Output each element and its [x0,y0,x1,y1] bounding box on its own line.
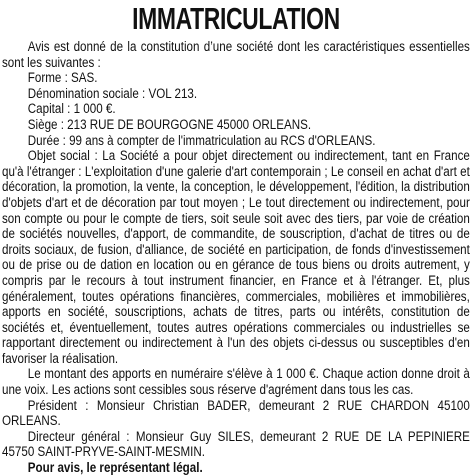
notice-apports: Le montant des apports en numéraire s'élève à 1 000 €. Chaque action donne droit à une voix. Les actions sont cessibles sous réserve d'agrément dans tous les cas. [2,366,470,398]
notice-signature: Pour avis, le représentant légal. [27,460,203,476]
notice-siege: Siège : 213 RUE DE BOURGOGNE 45000 ORLEANS. [27,116,312,132]
notice-objet-social: Objet social : La Société a pour objet directement ou indirectement, tant en France qu'à l'étranger : L'exploitation d'une galerie d'art contemporain ; Le conseil en achat d'art et décoration, la promotion, la vente, la conception, le développement, l'édition, la distribution d'objets d'art et de décoration par tout moyen ; Le tout directement ou indirectement, pour son compte ou pour le compte de tiers, soit seule soit avec des tiers, par voie de création de sociétés nouvelles, d'apport, de commandite, de souscription, d'achat de titres ou de droits sociaux, de fusion, d'alliance, de société en participation, de fonds d'investissement ou de prise ou de dation en location ou en gérance de tous biens ou droits autrement, y compris par le recours à tout instrument financier, en France et à l'étranger. Et, plus généralement, toutes opérations financières, commerciales, mobilières et immobilières, apports en société, souscriptions, achats de titres, parts ou intérêts, constitution de sociétés et, éventuellement, toutes autres opérations commerciales ou industrielles se rapportant directement ou indirectement à l'un des objets ci-dessus ou susceptibles d'en favoriser la réalisation. [2,148,470,366]
notice-denomination: Dénomination sociale : VOL 213. [27,85,198,101]
notice-body [2,39,470,476]
notice-duree: Durée : 99 ans à compter de l'immatriculation au RCS d'ORLEANS. [27,132,376,148]
notice-intro: Avis est donné de la constitution d’une société dont les caractéristiques essentielles sont les suivantes : [2,39,470,70]
notice-title: IMMATRICULATION [132,1,340,36]
notice-forme: Forme : SAS. [27,70,98,86]
notice-capital: Capital : 1 000 €. [27,101,116,117]
legal-notice [2,2,470,476]
notice-president: Président : Monsieur Christian BADER, demeurant 2 RUE CHARDON 45100 ORLEANS. [2,397,470,429]
notice-directeur-general: Directeur général : Monsieur Guy SILES, demeurant 2 RUE DE LA PEPINIERE 45750 SAINT-PRYVE-SAINT-MESMIN. [2,428,470,460]
